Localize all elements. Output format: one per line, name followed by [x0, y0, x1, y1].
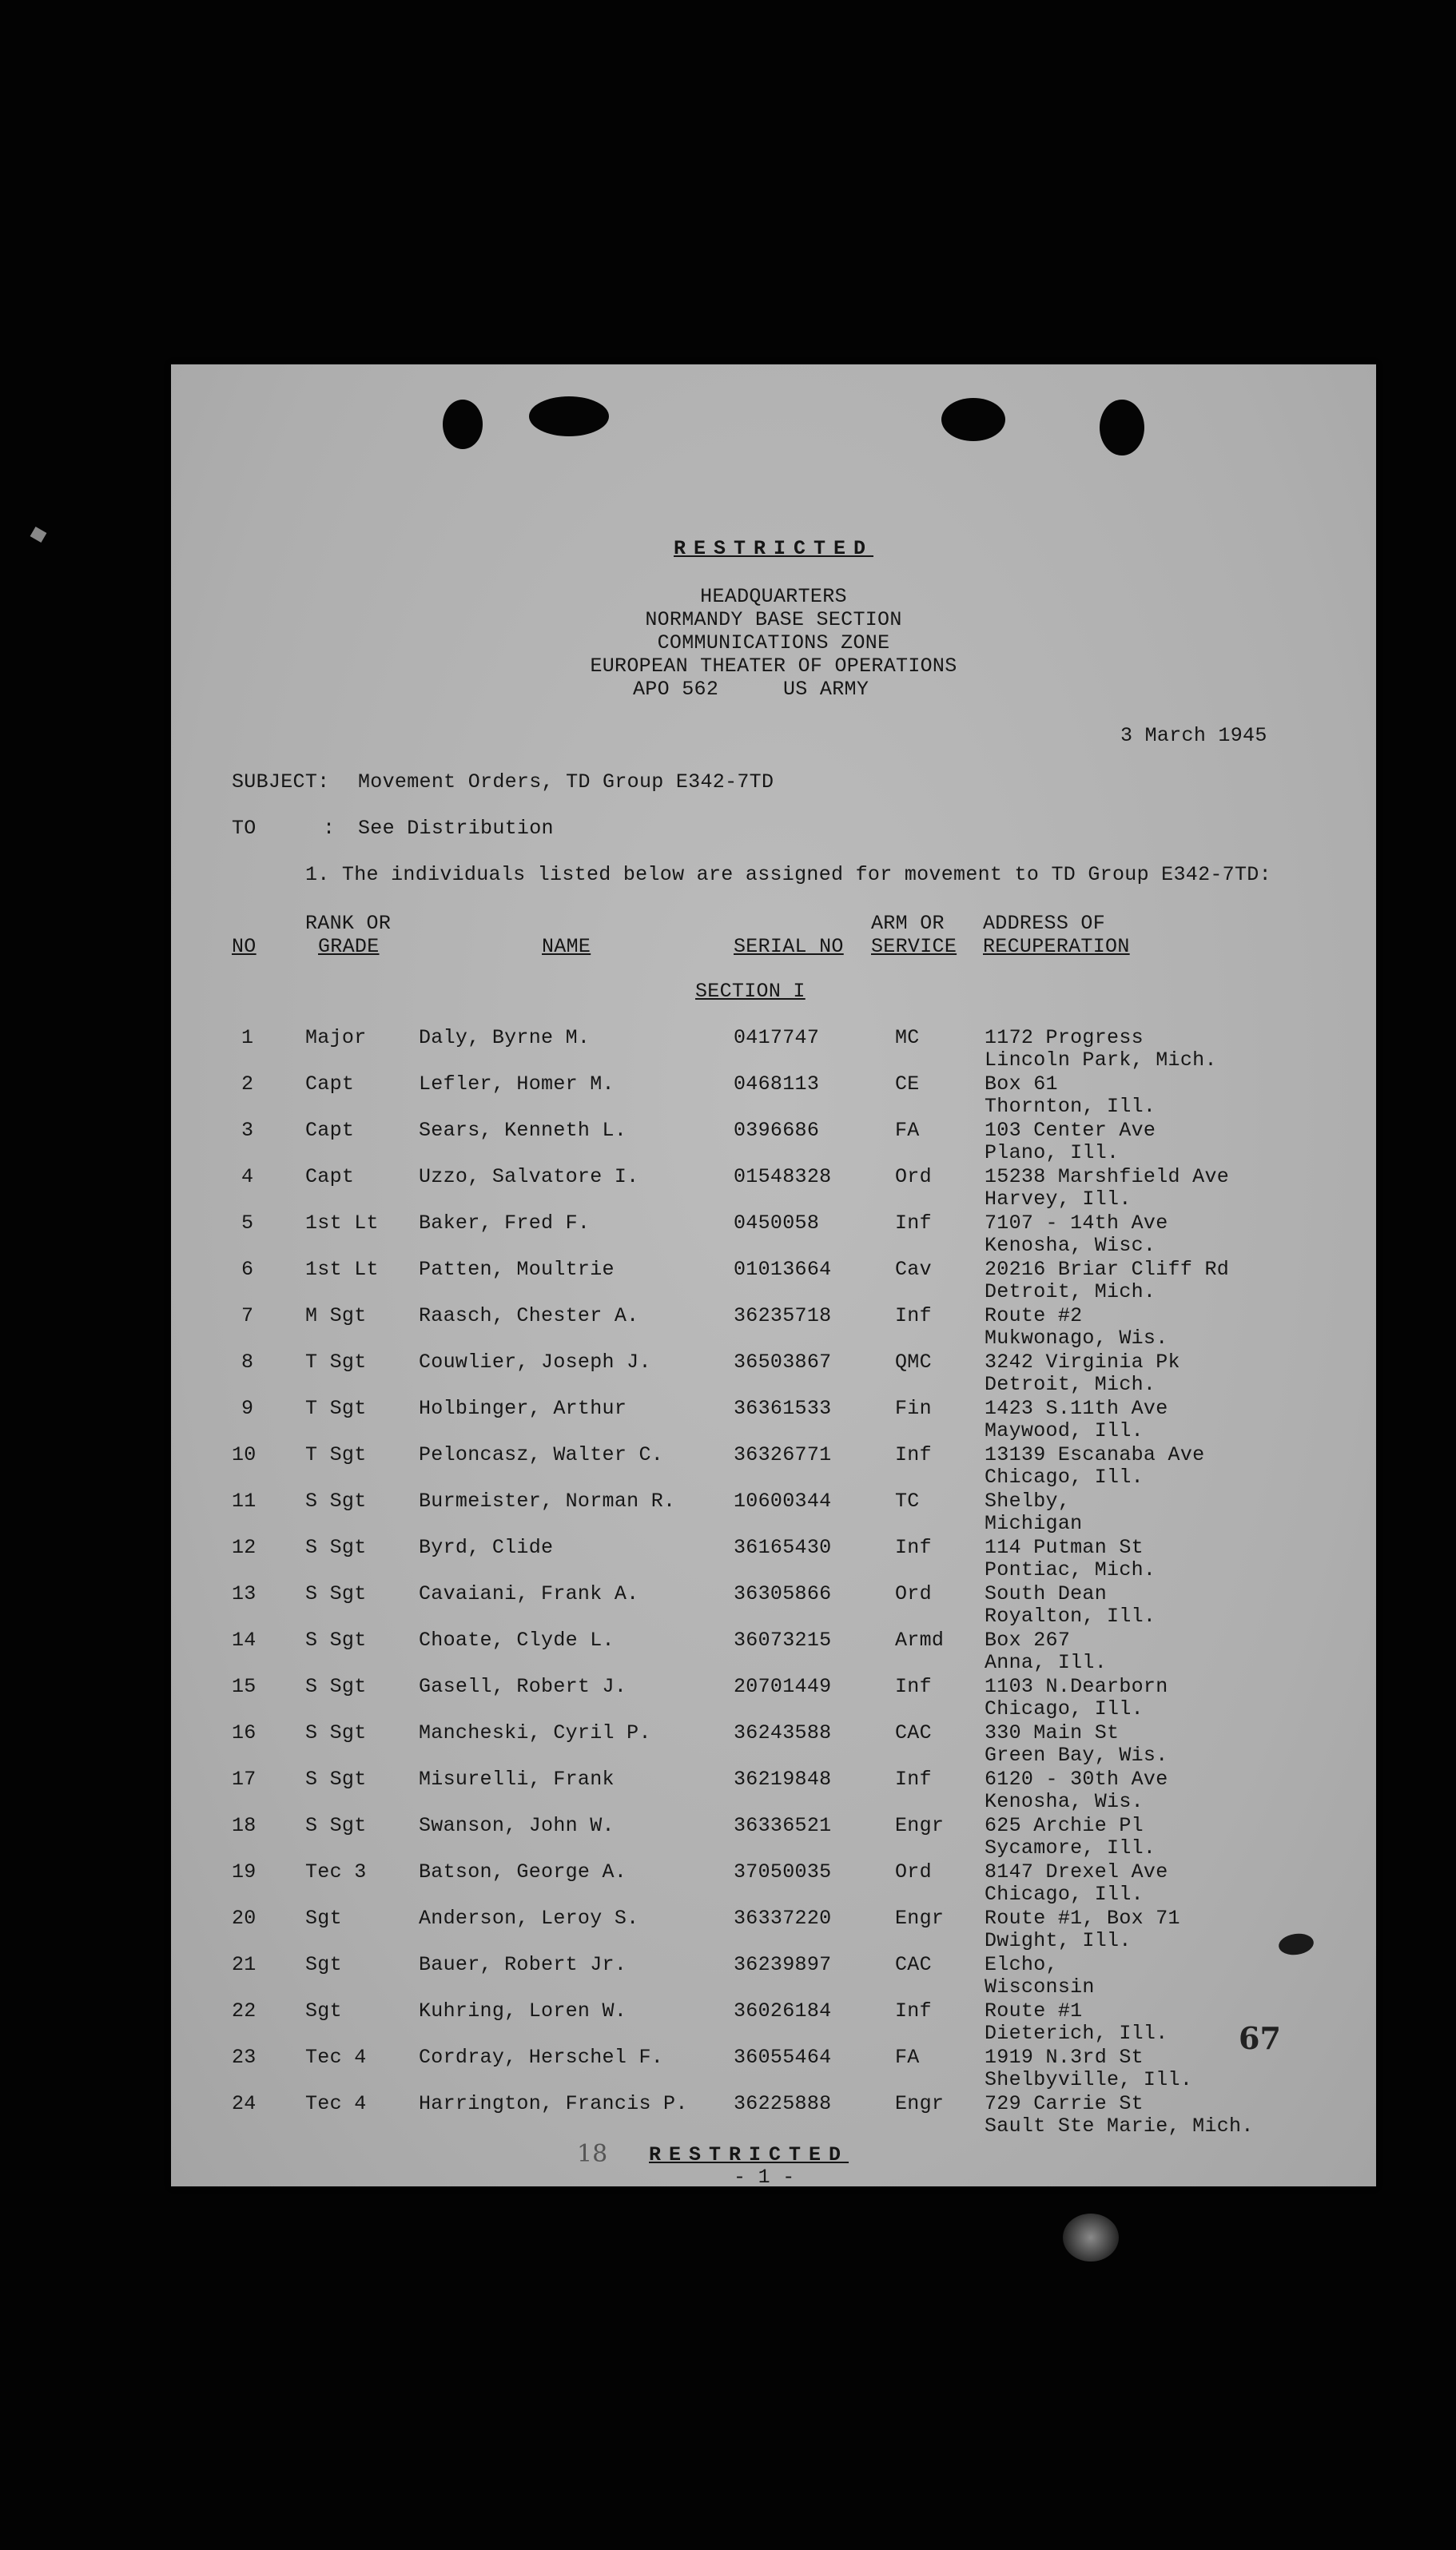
row-rank: T Sgt [305, 1351, 367, 1374]
hq-line: EUROPEAN THEATER OF OPERATIONS [590, 654, 957, 678]
row-name: Burmeister, Norman R. [419, 1490, 676, 1513]
row-address-line-2: Thornton, Ill. [985, 1095, 1156, 1118]
row-serial: 36165430 [734, 1536, 832, 1559]
film-speck [30, 527, 47, 543]
row-arm: Armd [895, 1629, 945, 1652]
col-header-rank-2: GRADE [318, 935, 380, 958]
table-row [171, 2092, 1376, 2138]
row-serial: 36503867 [734, 1351, 832, 1374]
row-address-line-2: Mukwonago, Wis. [985, 1327, 1168, 1350]
row-address-line-2: Shelbyville, Ill. [985, 2068, 1193, 2091]
row-no: 21 [232, 1953, 257, 1976]
table-row [171, 1999, 1376, 2046]
row-address-line-1: 1919 N.3rd St [985, 2046, 1144, 2069]
row-no: 18 [232, 1814, 257, 1837]
row-address-line-1: 20216 Briar Cliff Rd [985, 1258, 1230, 1281]
row-address-line-1: Route #1, Box 71 [985, 1907, 1180, 1930]
table-row [171, 1119, 1376, 1165]
col-header-arm-2: SERVICE [871, 935, 957, 958]
table-row [171, 1907, 1376, 1953]
row-serial: 0396686 [734, 1119, 820, 1142]
row-rank: S Sgt [305, 1814, 367, 1837]
row-arm: Inf [895, 1768, 932, 1791]
row-address-line-1: 1423 S.11th Ave [985, 1397, 1168, 1420]
row-no: 11 [232, 1490, 257, 1513]
row-address-line-1: 103 Center Ave [985, 1119, 1156, 1142]
to-text: See Distribution [358, 817, 554, 840]
handwritten-page-number: 67 [1239, 2020, 1281, 2056]
row-serial: 01548328 [734, 1165, 832, 1188]
row-arm: Engr [895, 2092, 945, 2115]
hq-line: HEADQUARTERS [700, 585, 847, 608]
row-address-line-1: 15238 Marshfield Ave [985, 1165, 1230, 1188]
row-serial: 36026184 [734, 1999, 832, 2023]
row-arm: MC [895, 1026, 920, 1049]
row-address-line-1: Elcho, [985, 1953, 1058, 1976]
row-no: 5 [241, 1211, 254, 1235]
row-rank: Capt [305, 1072, 355, 1096]
row-serial: 0468113 [734, 1072, 820, 1096]
row-address-line-2: Kenosha, Wis. [985, 1790, 1144, 1813]
table-row [171, 1258, 1376, 1304]
punch-hole [443, 400, 483, 449]
table-row [171, 1629, 1376, 1675]
row-name: Batson, George A. [419, 1860, 627, 1884]
row-name: Sears, Kenneth L. [419, 1119, 627, 1142]
row-no: 17 [232, 1768, 257, 1791]
row-no: 9 [241, 1397, 254, 1420]
col-header-serial: SERIAL NO [734, 935, 844, 958]
table-row [171, 1721, 1376, 1768]
row-address-line-2: Anna, Ill. [985, 1651, 1108, 1674]
row-rank: M Sgt [305, 1304, 367, 1327]
table-row [171, 1443, 1376, 1490]
col-header-no: NO [232, 935, 257, 958]
row-rank: S Sgt [305, 1629, 367, 1652]
document-page [171, 364, 1376, 2189]
row-no: 1 [241, 1026, 254, 1049]
row-address-line-1: Box 61 [985, 1072, 1058, 1096]
row-name: Baker, Fred F. [419, 1211, 591, 1235]
row-address-line-2: Plano, Ill. [985, 1141, 1120, 1164]
row-address-line-2: Detroit, Mich. [985, 1373, 1156, 1396]
col-header-addr-1: ADDRESS OF [983, 912, 1106, 935]
row-address-line-2: Michigan [985, 1512, 1083, 1535]
row-address-line-1: 330 Main St [985, 1721, 1120, 1744]
col-header-name: NAME [542, 935, 591, 958]
punch-hole [941, 398, 1005, 441]
table-row [171, 1860, 1376, 1907]
row-rank: Capt [305, 1119, 355, 1142]
punch-hole [1100, 400, 1144, 455]
row-arm: Engr [895, 1814, 945, 1837]
row-address-line-1: 13139 Escanaba Ave [985, 1443, 1205, 1466]
col-header-addr-2: RECUPERATION [983, 935, 1130, 958]
row-serial: 36225888 [734, 2092, 832, 2115]
table-row [171, 1490, 1376, 1536]
table-row [171, 1026, 1376, 1072]
film-smudge [1063, 2214, 1119, 2262]
row-address-line-1: 1172 Progress [985, 1026, 1144, 1049]
row-arm: CE [895, 1072, 920, 1096]
row-name: Byrd, Clide [419, 1536, 554, 1559]
table-row [171, 1768, 1376, 1814]
row-serial: 36336521 [734, 1814, 832, 1837]
row-serial: 36243588 [734, 1721, 832, 1744]
pencil-mark: 18 [577, 2140, 608, 2168]
col-header-arm-1: ARM OR [871, 912, 945, 935]
row-arm: Ord [895, 1582, 932, 1605]
row-serial: 37050035 [734, 1860, 832, 1884]
row-no: 14 [232, 1629, 257, 1652]
row-rank: Capt [305, 1165, 355, 1188]
row-rank: Tec 4 [305, 2092, 367, 2115]
row-no: 22 [232, 1999, 257, 2023]
row-name: Raasch, Chester A. [419, 1304, 639, 1327]
row-address-line-1: Box 267 [985, 1629, 1071, 1652]
row-address-line-1: Route #2 [985, 1304, 1083, 1327]
row-no: 23 [232, 2046, 257, 2069]
row-arm: Fin [895, 1397, 932, 1420]
to-label: TO [232, 817, 257, 840]
row-address-line-1: Shelby, [985, 1490, 1071, 1513]
row-name: Mancheski, Cyril P. [419, 1721, 651, 1744]
row-address-line-1: 625 Archie Pl [985, 1814, 1144, 1837]
classification-footer: RESTRICTED [649, 2143, 849, 2166]
table-row [171, 1953, 1376, 1999]
row-no: 7 [241, 1304, 254, 1327]
row-address-line-2: Harvey, Ill. [985, 1187, 1132, 1211]
apo-number: APO 562 [633, 678, 719, 701]
row-name: Gasell, Robert J. [419, 1675, 627, 1698]
row-rank: S Sgt [305, 1490, 367, 1513]
row-serial: 0417747 [734, 1026, 820, 1049]
punch-hole [529, 396, 609, 436]
table-row [171, 1582, 1376, 1629]
row-serial: 36326771 [734, 1443, 832, 1466]
row-no: 6 [241, 1258, 254, 1281]
row-address-line-1: 8147 Drexel Ave [985, 1860, 1168, 1884]
row-rank: 1st Lt [305, 1211, 379, 1235]
row-no: 16 [232, 1721, 257, 1744]
row-no: 24 [232, 2092, 257, 2115]
row-name: Daly, Byrne M. [419, 1026, 591, 1049]
row-arm: TC [895, 1490, 920, 1513]
document-date: 3 March 1945 [1120, 724, 1267, 747]
row-rank: S Sgt [305, 1721, 367, 1744]
row-name: Peloncasz, Walter C. [419, 1443, 664, 1466]
row-address-line-1: 1103 N.Dearborn [985, 1675, 1168, 1698]
row-name: Cavaiani, Frank A. [419, 1582, 639, 1605]
row-name: Choate, Clyde L. [419, 1629, 615, 1652]
row-no: 4 [241, 1165, 254, 1188]
table-row [171, 1536, 1376, 1582]
row-arm: FA [895, 1119, 920, 1142]
row-address-line-1: 729 Carrie St [985, 2092, 1144, 2115]
row-rank: S Sgt [305, 1675, 367, 1698]
row-address-line-1: 3242 Virginia Pk [985, 1351, 1180, 1374]
row-serial: 0450058 [734, 1211, 820, 1235]
row-name: Swanson, John W. [419, 1814, 615, 1837]
paragraph-1: 1. The individuals listed below are assigned for movement to TD Group E342-7TD: [305, 863, 1271, 886]
page-number: - 1 - [734, 2166, 795, 2189]
row-rank: Sgt [305, 1953, 342, 1976]
row-arm: Inf [895, 1536, 932, 1559]
row-arm: Inf [895, 1443, 932, 1466]
row-no: 15 [232, 1675, 257, 1698]
row-name: Kuhring, Loren W. [419, 1999, 627, 2023]
row-arm: Ord [895, 1165, 932, 1188]
row-arm: CAC [895, 1953, 932, 1976]
row-name: Bauer, Robert Jr. [419, 1953, 627, 1976]
row-name: Uzzo, Salvatore I. [419, 1165, 639, 1188]
classification-header: RESTRICTED [673, 537, 874, 560]
army-label: US ARMY [783, 678, 869, 701]
row-address-line-1: 6120 - 30th Ave [985, 1768, 1168, 1791]
row-rank: Sgt [305, 1999, 342, 2023]
row-name: Misurelli, Frank [419, 1768, 615, 1791]
row-address-line-2: Royalton, Ill. [985, 1605, 1156, 1628]
row-name: Anderson, Leroy S. [419, 1907, 639, 1930]
to-colon: : [323, 817, 336, 840]
row-rank: Major [305, 1026, 367, 1049]
hq-line: COMMUNICATIONS ZONE [657, 631, 890, 654]
row-rank: T Sgt [305, 1443, 367, 1466]
row-address-line-2: Sault Ste Marie, Mich. [985, 2114, 1254, 2138]
row-arm: Ord [895, 1860, 932, 1884]
row-serial: 01013664 [734, 1258, 832, 1281]
table-row [171, 1675, 1376, 1721]
col-header-rank-1: RANK OR [305, 912, 392, 935]
table-row [171, 2046, 1376, 2092]
row-rank: S Sgt [305, 1536, 367, 1559]
section-title: SECTION I [695, 980, 806, 1003]
row-name: Cordray, Herschel F. [419, 2046, 664, 2069]
row-no: 13 [232, 1582, 257, 1605]
row-arm: QMC [895, 1351, 932, 1374]
row-address-line-2: Green Bay, Wis. [985, 1744, 1168, 1767]
row-no: 3 [241, 1119, 254, 1142]
row-name: Patten, Moultrie [419, 1258, 615, 1281]
row-serial: 36337220 [734, 1907, 832, 1930]
row-arm: Cav [895, 1258, 932, 1281]
row-serial: 36361533 [734, 1397, 832, 1420]
subject-label: SUBJECT: [232, 770, 330, 794]
table-row [171, 1211, 1376, 1258]
row-address-line-2: Chicago, Ill. [985, 1883, 1144, 1906]
row-address-line-2: Chicago, Ill. [985, 1697, 1144, 1721]
table-row [171, 1397, 1376, 1443]
row-arm: Inf [895, 1211, 932, 1235]
hq-line: NORMANDY BASE SECTION [645, 608, 902, 631]
row-rank: 1st Lt [305, 1258, 379, 1281]
table-row [171, 1304, 1376, 1351]
row-rank: Tec 3 [305, 1860, 367, 1884]
row-no: 10 [232, 1443, 257, 1466]
row-address-line-2: Chicago, Ill. [985, 1466, 1144, 1489]
table-row [171, 1165, 1376, 1211]
row-arm: CAC [895, 1721, 932, 1744]
row-serial: 20701449 [734, 1675, 832, 1698]
row-no: 19 [232, 1860, 257, 1884]
row-address-line-2: Dwight, Ill. [985, 1929, 1132, 1952]
row-rank: Sgt [305, 1907, 342, 1930]
table-row [171, 1351, 1376, 1397]
row-arm: Engr [895, 1907, 945, 1930]
row-address-line-2: Dieterich, Ill. [985, 2022, 1168, 2045]
row-address-line-2: Maywood, Ill. [985, 1419, 1144, 1442]
row-address-line-1: 7107 - 14th Ave [985, 1211, 1168, 1235]
row-address-line-2: Lincoln Park, Mich. [985, 1048, 1217, 1072]
row-serial: 36219848 [734, 1768, 832, 1791]
row-serial: 36305866 [734, 1582, 832, 1605]
row-name: Couwlier, Joseph J. [419, 1351, 651, 1374]
row-serial: 36235718 [734, 1304, 832, 1327]
row-rank: S Sgt [305, 1768, 367, 1791]
row-name: Harrington, Francis P. [419, 2092, 688, 2115]
row-address-line-2: Wisconsin [985, 1975, 1095, 1999]
row-serial: 10600344 [734, 1490, 832, 1513]
row-address-line-2: Pontiac, Mich. [985, 1558, 1156, 1581]
row-address-line-1: South Dean [985, 1582, 1108, 1605]
row-address-line-2: Detroit, Mich. [985, 1280, 1156, 1303]
subject-text: Movement Orders, TD Group E342-7TD [358, 770, 774, 794]
row-arm: FA [895, 2046, 920, 2069]
row-rank: Tec 4 [305, 2046, 367, 2069]
row-serial: 36239897 [734, 1953, 832, 1976]
row-address-line-2: Kenosha, Wisc. [985, 1234, 1156, 1257]
row-serial: 36055464 [734, 2046, 832, 2069]
row-rank: T Sgt [305, 1397, 367, 1420]
row-no: 20 [232, 1907, 257, 1930]
row-address-line-1: Route #1 [985, 1999, 1083, 2023]
row-name: Lefler, Homer M. [419, 1072, 615, 1096]
row-arm: Inf [895, 1999, 932, 2023]
row-no: 12 [232, 1536, 257, 1559]
row-address-line-2: Sycamore, Ill. [985, 1836, 1156, 1860]
row-rank: S Sgt [305, 1582, 367, 1605]
row-name: Holbinger, Arthur [419, 1397, 627, 1420]
table-row [171, 1814, 1376, 1860]
row-no: 2 [241, 1072, 254, 1096]
row-address-line-1: 114 Putman St [985, 1536, 1144, 1559]
row-arm: Inf [895, 1304, 932, 1327]
row-arm: Inf [895, 1675, 932, 1698]
row-no: 8 [241, 1351, 254, 1374]
row-serial: 36073215 [734, 1629, 832, 1652]
table-row [171, 1072, 1376, 1119]
